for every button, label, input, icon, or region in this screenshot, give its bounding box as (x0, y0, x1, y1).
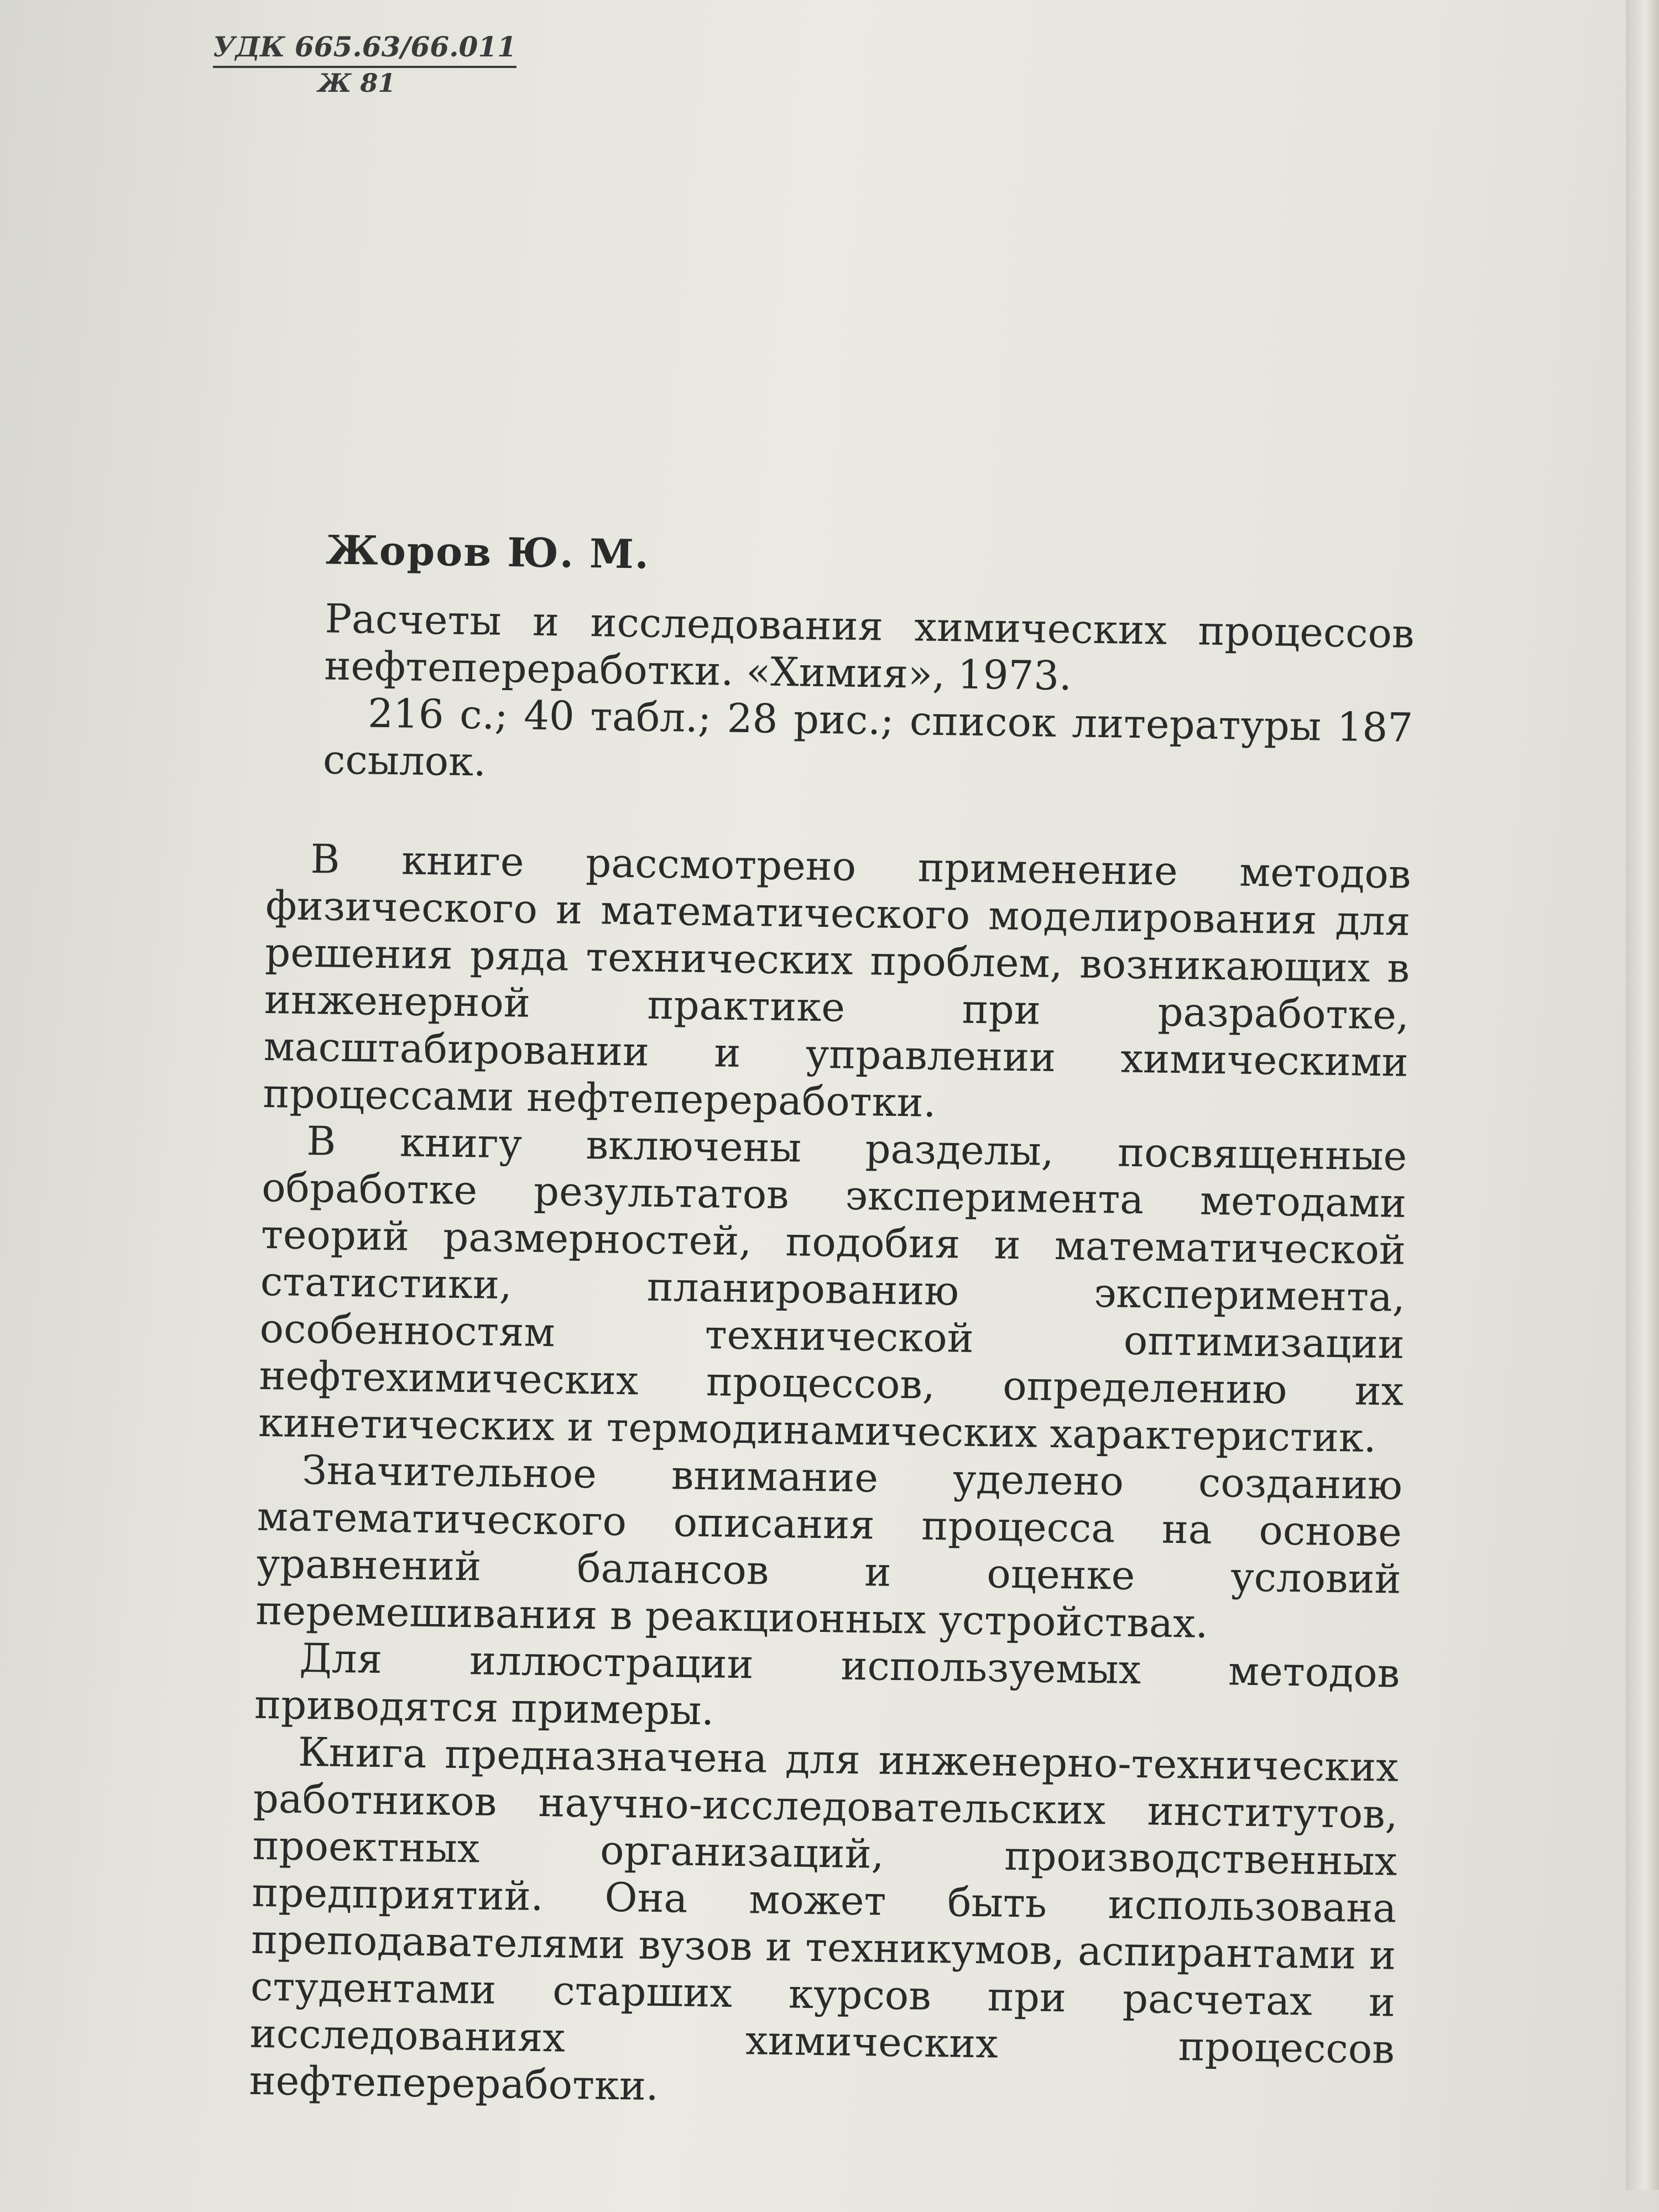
udk-block (213, 30, 517, 98)
abstract-paragraph: В книгу включены разделы, посвященные обработке результатов эксперимента методами теорий размерностей, подобия и математической статистики, планированию эксперимента, особенностям технической оптимизации нефтехимических процессов, определению их кинетических и термодинамических характеристик. (258, 1118, 1407, 1462)
bibliography-extent: 216 с.; 40 табл.; 28 рис.; список литературы 187 ссылок. (322, 690, 1413, 785)
author-name: Жоров Ю. М. (325, 526, 650, 578)
page-edge (1626, 0, 1659, 2190)
abstract-paragraph: В книге рассмотрено применение методов физического и математического моделирования для решения ряда технических проблем, возникающих в инженерной практике при разработке, масштабировании и управлении химическими процессами нефтепереработки. (263, 836, 1411, 1126)
udk-code: УДК 665.63/66.011 (213, 30, 517, 68)
bibliography-title: Расчеты и исследования химических процессов нефтепереработки. «Химия», 1973. (324, 595, 1415, 700)
author-mark: Ж 81 (318, 68, 396, 98)
abstract-paragraph: Значительное внимание уделено созданию математического описания процесса на основе уравнений балансов и оценке условий перемешивания в реакционных устройствах. (255, 1446, 1403, 1647)
abstract-paragraph: Для иллюстрации используемых методов приводятся примеры. (254, 1634, 1400, 1734)
page-content (249, 525, 1416, 2120)
abstract-paragraph: Книга предназначена для инженерно-технических работников научно-исследовательских институтов, проектных организаций, производственных предприятий. Она может быть использована преподавателями вузов и техникумов, аспирантами и студентами старших курсов при расчетах и исследованиях химических процессов нефтепереработки. (249, 1728, 1399, 2110)
